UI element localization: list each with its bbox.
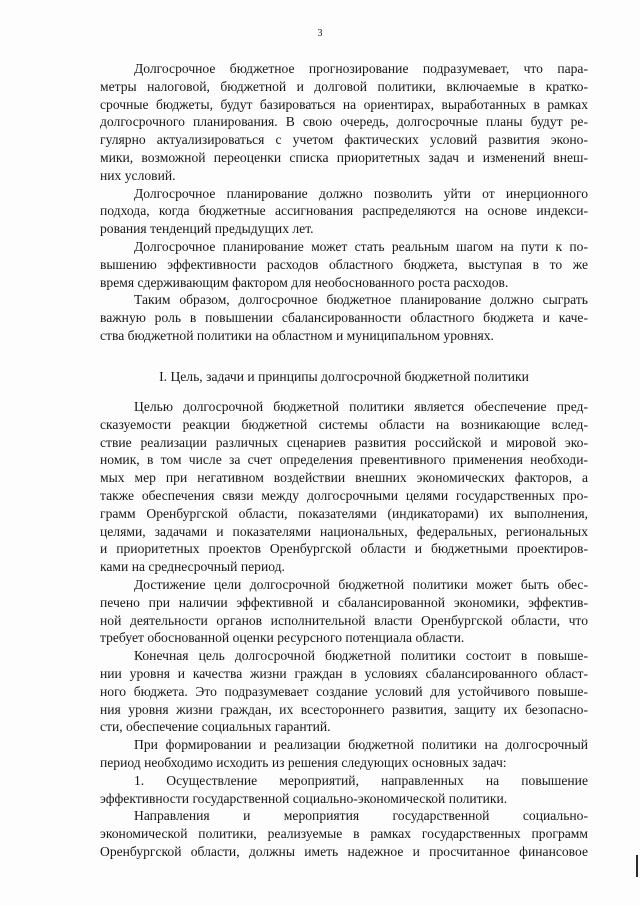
text-line: эффективности государственной социально-экономической политики.: [100, 790, 508, 806]
text-line: Долгосрочное бюджетное прогнозирование подразумевает, что пара-: [134, 61, 588, 76]
text-line: Достижение цели долгосрочной бюджетной политики может быть обес-: [134, 576, 588, 592]
text-line: также обеспечения связи между долгосрочными целями государственных про-: [100, 487, 588, 503]
text-line: метры налоговой, бюджетной и долговой политики, включаемые в кратко-: [100, 78, 588, 94]
paragraph: [100, 807, 588, 860]
text-line: них условий.: [100, 167, 176, 183]
text-line: подхода, когда бюджетные ассигнования распределяются на основе индекси-: [100, 203, 588, 219]
text-line: номик, в том числе за счет определения превентивного применения необходи-: [100, 452, 588, 468]
paragraph: [100, 647, 588, 736]
text-line: сказуемости реакции бюджетной системы области на возникающие вслед-: [100, 416, 588, 432]
text-line: сти, обеспечение социальных гарантий.: [100, 719, 331, 735]
text-line: 1. Осуществление мероприятий, направленных на повышение: [134, 772, 588, 788]
text-line: рования тенденций предыдущих лет.: [100, 221, 314, 237]
text-line: Долгосрочное планирование должно позволить уйти от инерционного: [134, 185, 588, 201]
paragraph: [100, 185, 588, 238]
text-line: и приоритетных проектов Оренбургской области и бюджетными проектиров-: [100, 541, 588, 557]
text-line: гулярно актуализироваться с учетом фактических условий развития эконо-: [100, 132, 588, 148]
text-line: требует обоснованной оценки ресурсного потенциала области.: [100, 630, 465, 646]
text-line: При формировании и реализации бюджетной политики на долгосрочный: [134, 737, 588, 753]
text-line: Таким образом, долгосрочное бюджетное планирование должно сыграть: [134, 292, 588, 308]
section-heading: I. Цель, задачи и принципы долгосрочной бюджетной политики: [159, 369, 529, 384]
text-line: Долгосрочное планирование может стать реальным шагом на пути к по-: [134, 238, 588, 254]
paragraph: [100, 772, 588, 808]
intro-text: [100, 60, 588, 345]
text-line: ной деятельности органов исполнительной власти Оренбургской области, что: [100, 612, 588, 628]
text-line: печено при наличии эффективной и сбалансированной экономики, эффектив-: [100, 594, 588, 610]
paragraph: [100, 736, 588, 772]
text-line: грамм Оренбургской области, показателями (индикаторами) их выполнения,: [100, 505, 588, 521]
text-line: Направления и мероприятия государственной социально-: [134, 808, 588, 824]
text-line: ного бюджета. Это подразумевает создание условий для устойчивого повыше-: [100, 683, 588, 699]
text-line: ства бюджетной политики на областном и муниципальном уровнях.: [100, 327, 494, 343]
text-line: ствие реализации различных сценариев развития российской и мировой эко-: [100, 434, 588, 450]
text-line: Оренбургской области, должны иметь надежное и просчитанное финансовое: [100, 843, 588, 859]
text-line: целями, задачами и показателями национальных, федеральных, региональных: [100, 523, 588, 539]
paragraph: [100, 291, 588, 344]
text-line: период необходимо исходить из решения следующих основных задач:: [100, 754, 507, 770]
text-line: важную роль в повышении сбалансированности областного бюджета и каче-: [100, 310, 588, 326]
text-line: Целью долгосрочной бюджетной политики является обеспечение пред-: [134, 399, 588, 414]
section-body: [100, 398, 588, 861]
paragraph: [100, 576, 588, 647]
paragraph: [100, 238, 588, 291]
text-line: мики, возможной переоценки списка приоритетных задач и изменений внеш-: [100, 149, 588, 165]
page-number: 3: [317, 28, 323, 39]
text-line: Конечная цель долгосрочной бюджетной политики состоит в повыше-: [134, 648, 588, 664]
text-line: долгосрочного планирования. В свою очередь, долгосрочные планы будут ре-: [100, 114, 588, 130]
text-line: ния уровня жизни граждан, их всестороннего развития, защиту их безопасно-: [100, 701, 588, 717]
text-line: мых мер при негативном воздействии внешних экономических факторов, а: [100, 470, 588, 486]
text-line: нии уровня и качества жизни граждан в условиях сбалансированного област-: [100, 665, 588, 681]
scan-edge-mark: [636, 855, 638, 877]
paragraph: [100, 398, 588, 576]
text-line: ками на среднесрочный период.: [100, 559, 285, 575]
text-line: экономической политики, реализуемые в рамках государственных программ: [100, 826, 588, 842]
text-line: вышению эффективности расходов областного бюджета, выступая в то же: [100, 256, 588, 272]
text-line: время сдерживающим фактором для необоснованного роста расходов.: [100, 274, 509, 290]
text-line: срочные бюджеты, будут базироваться на ориентирах, выработанных в рамках: [100, 96, 588, 112]
paragraph: [100, 60, 588, 185]
